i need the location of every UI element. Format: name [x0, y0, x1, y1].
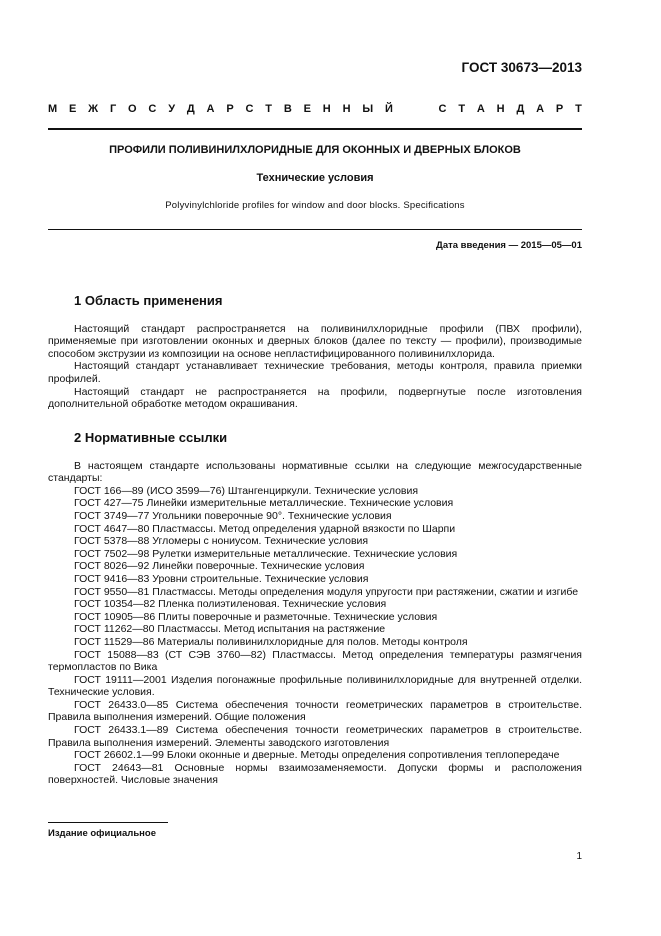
paragraph: Настоящий стандарт распространяется на поливинилхлоридные профили (ПВХ профили), применяемые при изготовлении оконных и дверных блоков (далее по тексту — профили), производимые способом экструзии из композиции на основе непластифицированного поливинилхлорида.: [48, 322, 582, 360]
banner-letter: Г: [109, 103, 117, 115]
reference-item: ГОСТ 11262—80 Пластмассы. Метод испытания на растяжение: [74, 623, 386, 636]
banner-letter: Р: [226, 103, 234, 115]
reference-item: ГОСТ 7502—98 Рулетки измерительные металлические. Технические условия: [74, 547, 458, 560]
banner-letter: Ж: [88, 103, 99, 115]
banner-letter: В: [283, 103, 292, 115]
section-scope: [48, 295, 582, 411]
page-number: 1: [576, 851, 582, 862]
reference-item: ГОСТ 26433.0—85 Система обеспечения точности геометрических параметров в строительстве. Правила выполнения измерений. Общие положения: [48, 698, 582, 724]
reference-item: ГОСТ 5378—88 Угломеры с нониусом. Технические условия: [74, 535, 369, 548]
reference-item: ГОСТ 15088—83 (СТ СЭВ 3760—82) Пластмассы. Метод определения температуры размягчения термопластов по Вика: [48, 648, 582, 674]
reference-item: ГОСТ 4647—80 Пластмассы. Метод определения ударной вязкости по Шарпи: [74, 522, 456, 535]
reference-item: ГОСТ 9550—81 Пластмассы. Методы определения модуля упругости при растяжении, сжатии и изгибе: [74, 585, 579, 598]
banner-letter: Д: [186, 103, 195, 115]
banner-letter: Р: [555, 103, 564, 115]
banner-letter: Т: [458, 103, 466, 115]
banner-letter: О: [128, 103, 137, 115]
banner-letter: Й: [384, 103, 393, 115]
banner-letter: Т: [265, 103, 273, 115]
reference-item: ГОСТ 26433.1—89 Система обеспечения точности геометрических параметров в строительстве. Правила выполнения измерений. Элементы заводского изготовления: [48, 724, 582, 749]
english-title: Polyvinylchloride profiles for window and door blocks. Specifications: [165, 200, 465, 211]
banner-letter: Е: [303, 103, 311, 115]
banner-letter: Т: [575, 103, 582, 115]
reference-item: ГОСТ 8026—92 Линейки поверочные. Технические условия: [74, 560, 365, 573]
reference-item: ГОСТ 26602.1—99 Блоки оконные и дверные. Методы определения сопротивления теплопередаче: [74, 749, 560, 762]
reference-item: ГОСТ 19111—2001 Изделия погонажные профильные поливинилхлоридные для внутренней отделки. Технические условия.: [48, 673, 582, 699]
banner-letter: С: [148, 103, 157, 115]
reference-item: ГОСТ 9416—83 Уровни строительные. Технические условия: [74, 572, 369, 585]
reference-item: ГОСТ 427—75 Линейки измерительные металлические. Технические условия: [74, 497, 454, 510]
effective-date: Дата введения — 2015—05—01: [436, 240, 582, 251]
banner-letter: У: [168, 103, 176, 115]
banner-letter: С: [438, 103, 447, 115]
banner-letter: Ы: [362, 103, 374, 115]
banner-letter: А: [206, 103, 215, 115]
section-normative-references: [48, 432, 582, 787]
section-heading: 2 Нормативные ссылки: [74, 430, 228, 445]
reference-item: ГОСТ 3749—77 Угольники поверочные 90°. Технические условия: [74, 509, 392, 522]
banner-letter: С: [245, 103, 254, 115]
banner-letter: А: [476, 103, 485, 115]
footer-rule: [48, 822, 168, 823]
reference-item: ГОСТ 10354—82 Пленка полиэтиленовая. Технические условия: [74, 598, 387, 611]
interstate-standard-banner: [48, 103, 582, 115]
banner-letter: Н: [342, 103, 351, 115]
banner-letter: М: [48, 103, 58, 115]
banner-letter: Н: [496, 103, 505, 115]
paragraph: Настоящий стандарт не распространяется на профили, подвергнутые после изготовления дополнительной обработке методом окрашивания.: [48, 385, 582, 411]
banner-letter: Е: [69, 103, 77, 115]
document-title: ПРОФИЛИ ПОЛИВИНИЛХЛОРИДНЫЕ ДЛЯ ОКОННЫХ И ДВЕРНЫХ БЛОКОВ: [109, 144, 521, 156]
paragraph: В настоящем стандарте использованы нормативные ссылки на следующие межгосударственные стандарты:: [48, 459, 582, 485]
reference-item: ГОСТ 11529—86 Материалы поливинилхлоридные для полов. Методы контроля: [74, 635, 468, 648]
paragraph: Настоящий стандарт устанавливает технические требования, методы контроля, правила приемки профилей.: [48, 360, 582, 385]
reference-item: ГОСТ 10905—86 Плиты поверочные и разметочные. Технические условия: [74, 610, 438, 623]
banner-letter: А: [536, 103, 545, 115]
reference-item: ГОСТ 166—89 (ИСО 3599—76) Штангенциркули. Технические условия: [74, 484, 419, 497]
reference-item: ГОСТ 24643—81 Основные нормы взаимозаменяемости. Допуски формы и расположения поверхностей. Числовые значения: [48, 761, 582, 787]
header-rule-thin: [48, 229, 582, 230]
section-heading: 1 Область применения: [74, 293, 223, 308]
banner-letter: Д: [516, 103, 525, 115]
header-rule-thick: [48, 128, 582, 130]
banner-letter: Н: [322, 103, 331, 115]
document-subtitle: Технические условия: [256, 172, 374, 184]
banner-gap: [405, 103, 427, 115]
standard-number: ГОСТ 30673—2013: [461, 60, 582, 75]
official-edition-label: Издание официальное: [48, 828, 156, 839]
